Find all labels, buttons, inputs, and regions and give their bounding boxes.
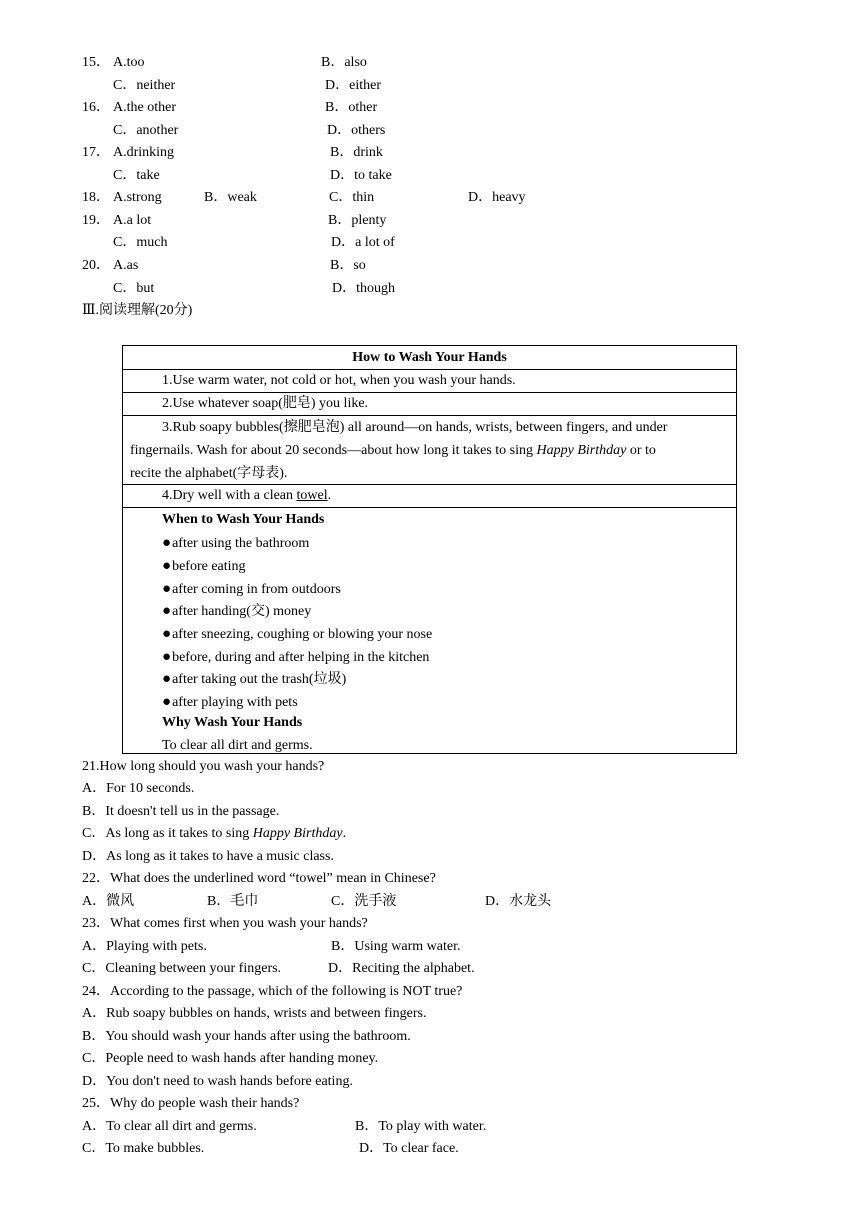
q25-option-a: A．To clear all dirt and germs.: [82, 1119, 257, 1134]
q20-number: 20．: [82, 258, 110, 273]
when-item: ● before eating: [162, 557, 246, 576]
q25-option-c: C．To make bubbles.: [82, 1141, 205, 1156]
step-3-row: [123, 415, 736, 485]
step-4: 4.Dry well with a clean towel.: [162, 488, 332, 503]
q19-number: 19．: [82, 213, 110, 228]
q16-option-c: C．another: [113, 123, 179, 138]
step-3-line-3: recite the alphabet(字母表).: [130, 466, 288, 481]
q20-option-b: B．so: [330, 258, 366, 273]
section-heading: Ⅲ.阅读理解(20分): [82, 303, 193, 318]
q18-option-c: C．thin: [329, 190, 375, 205]
step-1: 1.Use warm water, not cold or hot, when you wash your hands.: [162, 373, 516, 388]
q23-option-d: D．Reciting the alphabet.: [328, 961, 475, 976]
q24-option-c: C．People need to wash hands after handing money.: [82, 1051, 379, 1066]
passage-title: How to Wash Your Hands: [352, 350, 507, 365]
q19-option-a: A.a lot: [113, 213, 152, 228]
why-heading: Why Wash Your Hands: [162, 715, 303, 730]
q23-stem: 23．What comes first when you wash your hands?: [82, 916, 368, 931]
q21-option-b: B．It doesn't tell us in the passage.: [82, 804, 280, 819]
q24-option-b: B．You should wash your hands after using the bathroom.: [82, 1029, 411, 1044]
q22-option-d: D．水龙头: [485, 894, 552, 909]
why-text: To clear all dirt and germs.: [162, 738, 313, 753]
when-heading: When to Wash Your Hands: [162, 512, 325, 527]
q17-option-d: D．to take: [330, 168, 392, 183]
q19-option-d: D．a lot of: [331, 235, 395, 250]
q20-option-d: D．though: [332, 281, 395, 296]
q22-option-c: C．洗手液: [331, 894, 397, 909]
q21-option-a: A．For 10 seconds.: [82, 781, 195, 796]
passage-table: [122, 345, 737, 754]
q18-option-d: D．heavy: [468, 190, 526, 205]
q17-option-c: C．take: [113, 168, 160, 183]
q17-option-a: A.drinking: [113, 145, 175, 160]
q16-option-b: B．other: [325, 100, 378, 115]
q15-option-d: D．either: [325, 78, 381, 93]
q18-number: 18．: [82, 190, 110, 205]
q24-option-a: A．Rub soapy bubbles on hands, wrists and between fingers.: [82, 1006, 427, 1021]
when-item: ● after handing(交) money: [162, 602, 311, 621]
q15-option-a: A.too: [113, 55, 145, 70]
q22-option-a: A．微风: [82, 894, 135, 909]
q18-option-b: B．weak: [204, 190, 257, 205]
q20-option-a: A.as: [113, 258, 139, 273]
q17-option-b: B．drink: [330, 145, 383, 160]
q16-option-d: D．others: [327, 123, 386, 138]
q15-option-b: B．also: [321, 55, 367, 70]
q15-option-c: C．neither: [113, 78, 176, 93]
when-item: ● after sneezing, coughing or blowing your nose: [162, 625, 432, 644]
q23-option-b: B．Using warm water.: [331, 939, 461, 954]
q16-option-a: A.the other: [113, 100, 176, 115]
q25-stem: 25．Why do people wash their hands?: [82, 1096, 300, 1111]
q20-option-c: C．but: [113, 281, 155, 296]
when-why-row: [123, 507, 736, 753]
q21-option-d: D．As long as it takes to have a music class.: [82, 849, 334, 864]
q21-option-c: C．As long as it takes to sing Happy Birthday.: [82, 826, 347, 841]
when-item: ● after playing with pets: [162, 693, 298, 712]
step-4-row: [123, 484, 736, 508]
step-3-line-2: fingernails. Wash for about 20 seconds—about how long it takes to sing Happy Birthday or to: [130, 443, 656, 458]
q15-number: 15．: [82, 55, 110, 70]
q23-option-c: C．Cleaning between your fingers.: [82, 961, 282, 976]
when-item: ● before, during and after helping in the kitchen: [162, 648, 429, 667]
step-2-row: [123, 392, 736, 416]
step-3-line-1: 3.Rub soapy bubbles(擦肥皂泡) all around—on hands, wrists, between fingers, and under: [162, 420, 668, 435]
when-item: ● after taking out the trash(垃圾): [162, 670, 346, 689]
q24-option-d: D．You don't need to wash hands before eating.: [82, 1074, 353, 1089]
q21-stem: 21.How long should you wash your hands?: [82, 759, 325, 774]
q25-option-d: D．To clear face.: [359, 1141, 459, 1156]
q17-number: 17．: [82, 145, 110, 160]
q23-option-a: A．Playing with pets.: [82, 939, 207, 954]
underlined-word-towel: towel: [296, 488, 328, 503]
song-title: Happy Birthday: [536, 443, 627, 458]
q24-stem: 24．According to the passage, which of the following is NOT true?: [82, 984, 463, 999]
when-item: ● after coming in from outdoors: [162, 580, 341, 599]
q22-stem: 22．What does the underlined word “towel” mean in Chinese?: [82, 871, 436, 886]
q19-option-b: B．plenty: [328, 213, 387, 228]
step-2: 2.Use whatever soap(肥皂) you like.: [162, 396, 369, 411]
q22-option-b: B．毛巾: [207, 894, 259, 909]
step-1-row: [123, 369, 736, 393]
q19-option-c: C．much: [113, 235, 168, 250]
q16-number: 16．: [82, 100, 110, 115]
q25-option-b: B．To play with water.: [355, 1119, 487, 1134]
q18-option-a: A.strong: [113, 190, 162, 205]
when-item: ● after using the bathroom: [162, 534, 309, 553]
